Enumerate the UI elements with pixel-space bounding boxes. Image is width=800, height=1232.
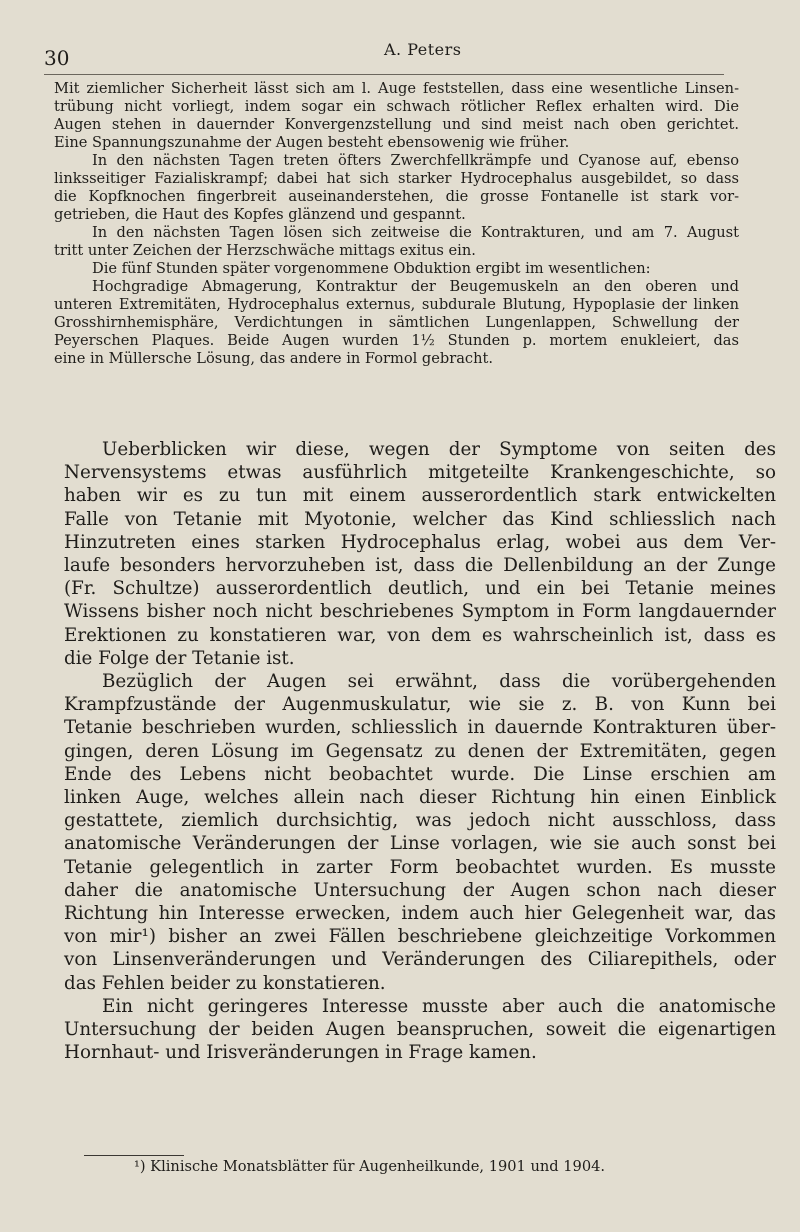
page-number: 30 [44,46,70,70]
text-line: (Fr. Schultze) ausserordentlich deutlich, und ein bei Tetanie meines [64,578,776,600]
text-line: die Kopfknochen fingerbreit auseinanderstehen, die grosse Fontanelle ist stark vor- [54,188,739,205]
running-head: A. Peters [384,40,462,59]
text-line: Grosshirnhemisphäre, Verdichtungen in sämtlichen Lungenlappen, Schwellung der [54,314,739,331]
text-line: unteren Extremitäten, Hydrocephalus externus, subdurale Blutung, Hypoplasie der linken [54,296,739,313]
text-line: Richtung hin Interesse erwecken, indem auch hier Gelegenheit war, das [64,903,776,925]
text-line: Augen stehen in dauernder Konvergenzstellung und sind meist nach oben gerichtet. [54,116,739,133]
text-line: Ueberblicken wir diese, wegen der Symptome von seiten des [102,439,776,460]
text-line: gestattete, ziemlich durchsichtig, was jedoch nicht ausschloss, dass [64,810,776,832]
text-line: Ende des Lebens nicht beobachtet wurde. Die Linse erschien am [64,763,776,785]
text-line: tritt unter Zeichen der Herzschwäche mittags exitus ein. [54,242,476,259]
text-line: Krampfzustände der Augenmuskulatur, wie sie z. B. von Kunn bei [64,694,776,716]
text-line: Hochgradige Abmagerung, Kontraktur der Beugemuskeln an den oberen und [92,278,739,295]
text-line: Untersuchung der beiden Augen beanspruchen, soweit die eigenartigen [64,1019,776,1041]
text-line: Wissens bisher noch nicht beschriebenes Symptom in Form langdauernder [64,601,776,623]
text-line: Hornhaut- und Irisveränderungen in Frage kamen. [64,1042,537,1064]
footnote-divider [84,1155,184,1156]
text-line: getrieben, die Haut des Kopfes glänzend und gespannt. [54,206,466,223]
text-line: Mit ziemlicher Sicherheit lässt sich am l. Auge feststellen, dass eine wesentliche Linsen- [54,80,739,97]
case-report-small-print [54,80,739,368]
text-line: Hinzutreten eines starken Hydrocephalus erlag, wobei aus dem Ver- [64,531,776,553]
text-line: Tetanie beschrieben wurden, schliesslich in dauernde Kontrakturen über- [64,717,776,739]
text-line: In den nächsten Tagen lösen sich zeitweise die Kontrakturen, und am 7. August [92,224,739,241]
text-line: Falle von Tetanie mit Myotonie, welcher das Kind schliesslich nach [64,508,776,530]
footnote: ¹) Klinische Monatsblätter für Augenheilkunde, 1901 und 1904. [134,1158,606,1175]
text-line: Peyerschen Plaques. Beide Augen wurden 1½ Stunden p. mortem enukleiert, das [54,332,739,349]
text-line: Ein nicht geringeres Interesse musste aber auch die anatomische [102,995,776,1017]
text-line: Tetanie gelegentlich in zarter Form beobachtet wurden. Es musste [64,856,776,878]
text-line: laufe besonders hervorzuheben ist, dass die Dellenbildung an der Zunge [64,555,776,577]
text-line: linken Auge, welches allein nach dieser Richtung hin einen Einblick [64,787,776,809]
text-line: Die fünf Stunden später vorgenommene Obduktion ergibt im wesentlichen: [92,260,651,277]
text-line: gingen, deren Lösung im Gegensatz zu denen der Extremitäten, gegen [64,740,776,762]
text-line: linksseitiger Fazialiskrampf; dabei hat sich starker Hydrocephalus ausgebildet, so dass [54,170,739,187]
text-line: von mir¹) bisher an zwei Fällen beschriebene gleichzeitige Vorkommen [64,926,776,948]
text-line: anatomische Veränderungen der Linse vorlagen, wie sie auch sonst bei [64,833,776,855]
text-line: Eine Spannungszunahme der Augen besteht ebensowenig wie früher. [54,134,570,151]
text-line: Bezüglich der Augen sei erwähnt, dass die vorübergehenden [102,671,776,693]
text-line: eine in Müllersche Lösung, das andere in Formol gebracht. [54,350,493,367]
text-line: von Linsenveränderungen und Veränderungen des Ciliarepithels, oder [64,949,776,971]
text-line: das Fehlen beider zu konstatieren. [64,972,386,994]
page-header [44,40,724,75]
text-line: haben wir es zu tun mit einem ausserordentlich stark entwickelten [64,485,776,507]
text-line: Nervensystems etwas ausführlich mitgeteilte Krankengeschichte, so [64,462,776,484]
text-line: Erektionen zu konstatieren war, von dem es wahrscheinlich ist, dass es [64,624,776,646]
text-line: daher die anatomische Untersuchung der Augen schon nach dieser [64,879,776,901]
body-text [64,438,776,1064]
text-line: die Folge der Tetanie ist. [64,647,295,669]
text-line: In den nächsten Tagen treten öfters Zwerchfellkrämpfe und Cyanose auf, ebenso [92,152,739,169]
text-line: trübung nicht vorliegt, indem sogar ein schwach rötlicher Reflex erhalten wird. Die [54,98,739,115]
